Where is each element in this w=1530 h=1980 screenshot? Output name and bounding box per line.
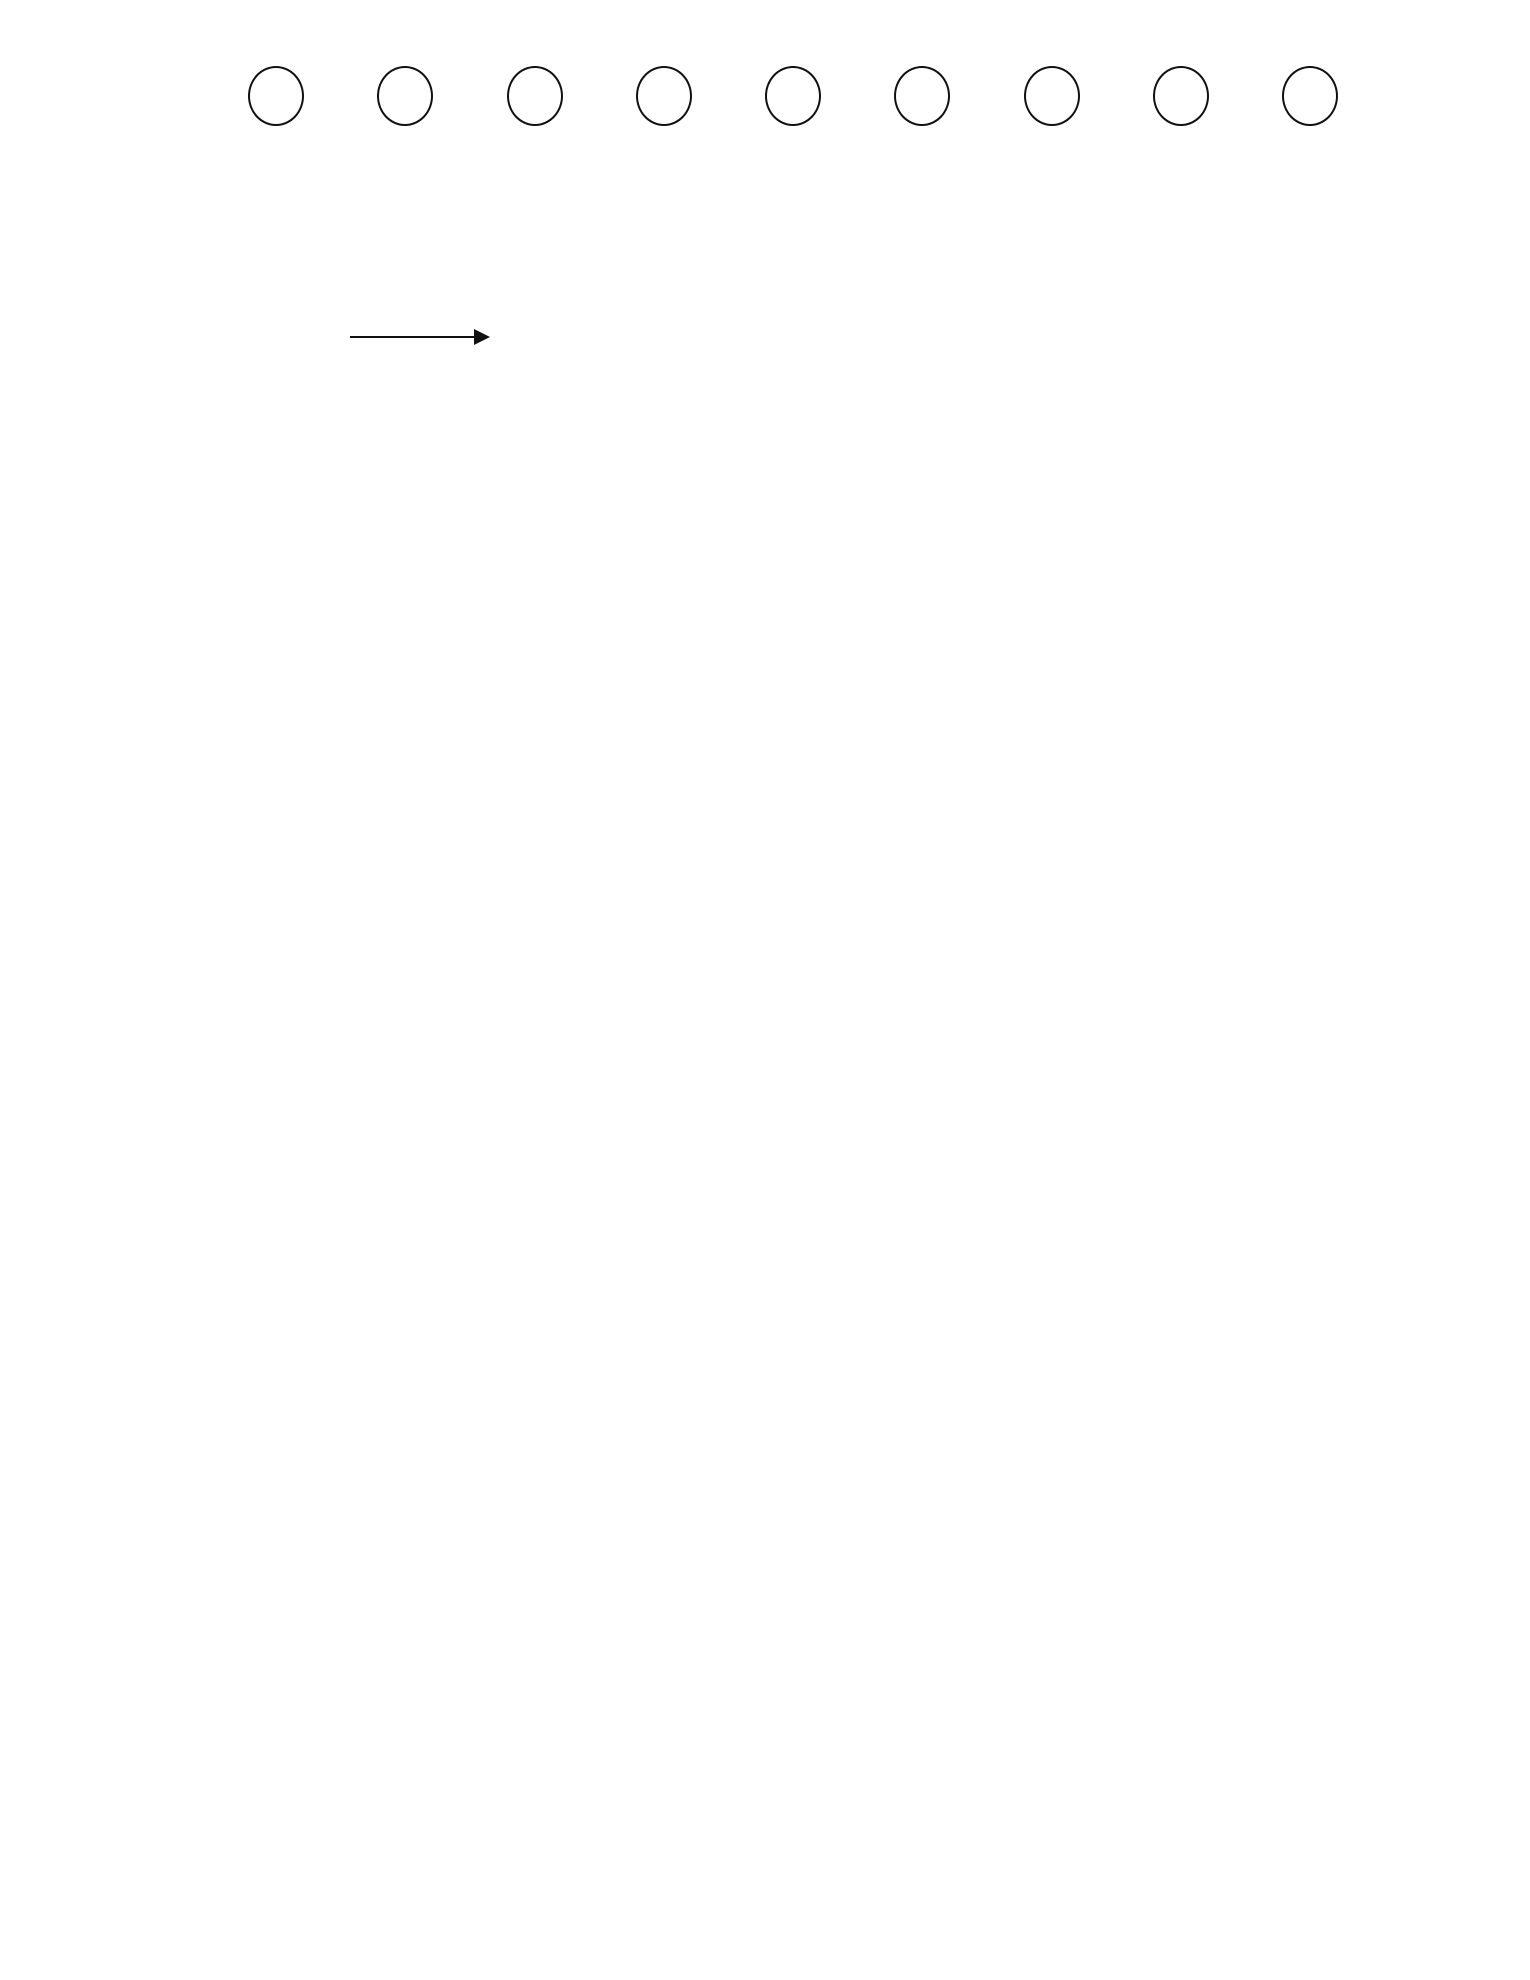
reaction-arrow-head [474,329,490,345]
choice-h[interactable] [878,1632,1466,1656]
figure-1-chart [140,670,780,1150]
circle-9 [1282,66,1338,126]
choice-d-chart[interactable] [860,1316,1380,1556]
circle-2 [377,66,433,126]
circle-3 [507,66,563,126]
circle-4 [636,66,692,126]
choice-j[interactable] [878,1656,1466,1680]
figure-2-chart [140,1176,780,1616]
question-12 [826,1576,1466,1680]
circle-5 [765,66,821,126]
reaction-arrow-line [350,336,478,338]
question-12-choices [878,1584,1466,1680]
passage-paragraph-1 [140,216,770,241]
choice-g[interactable] [878,1608,1466,1632]
choice-b-chart[interactable] [860,832,1380,1072]
circle-1 [248,66,304,126]
choice-a-chart[interactable] [860,590,1380,830]
choice-c-chart[interactable] [860,1074,1380,1314]
passage-paragraph-3 [140,480,770,505]
choice-f[interactable] [878,1584,1466,1608]
circle-6 [894,66,950,126]
circle-7 [1024,66,1080,126]
header-circles [248,66,1338,134]
circle-8 [1153,66,1209,126]
